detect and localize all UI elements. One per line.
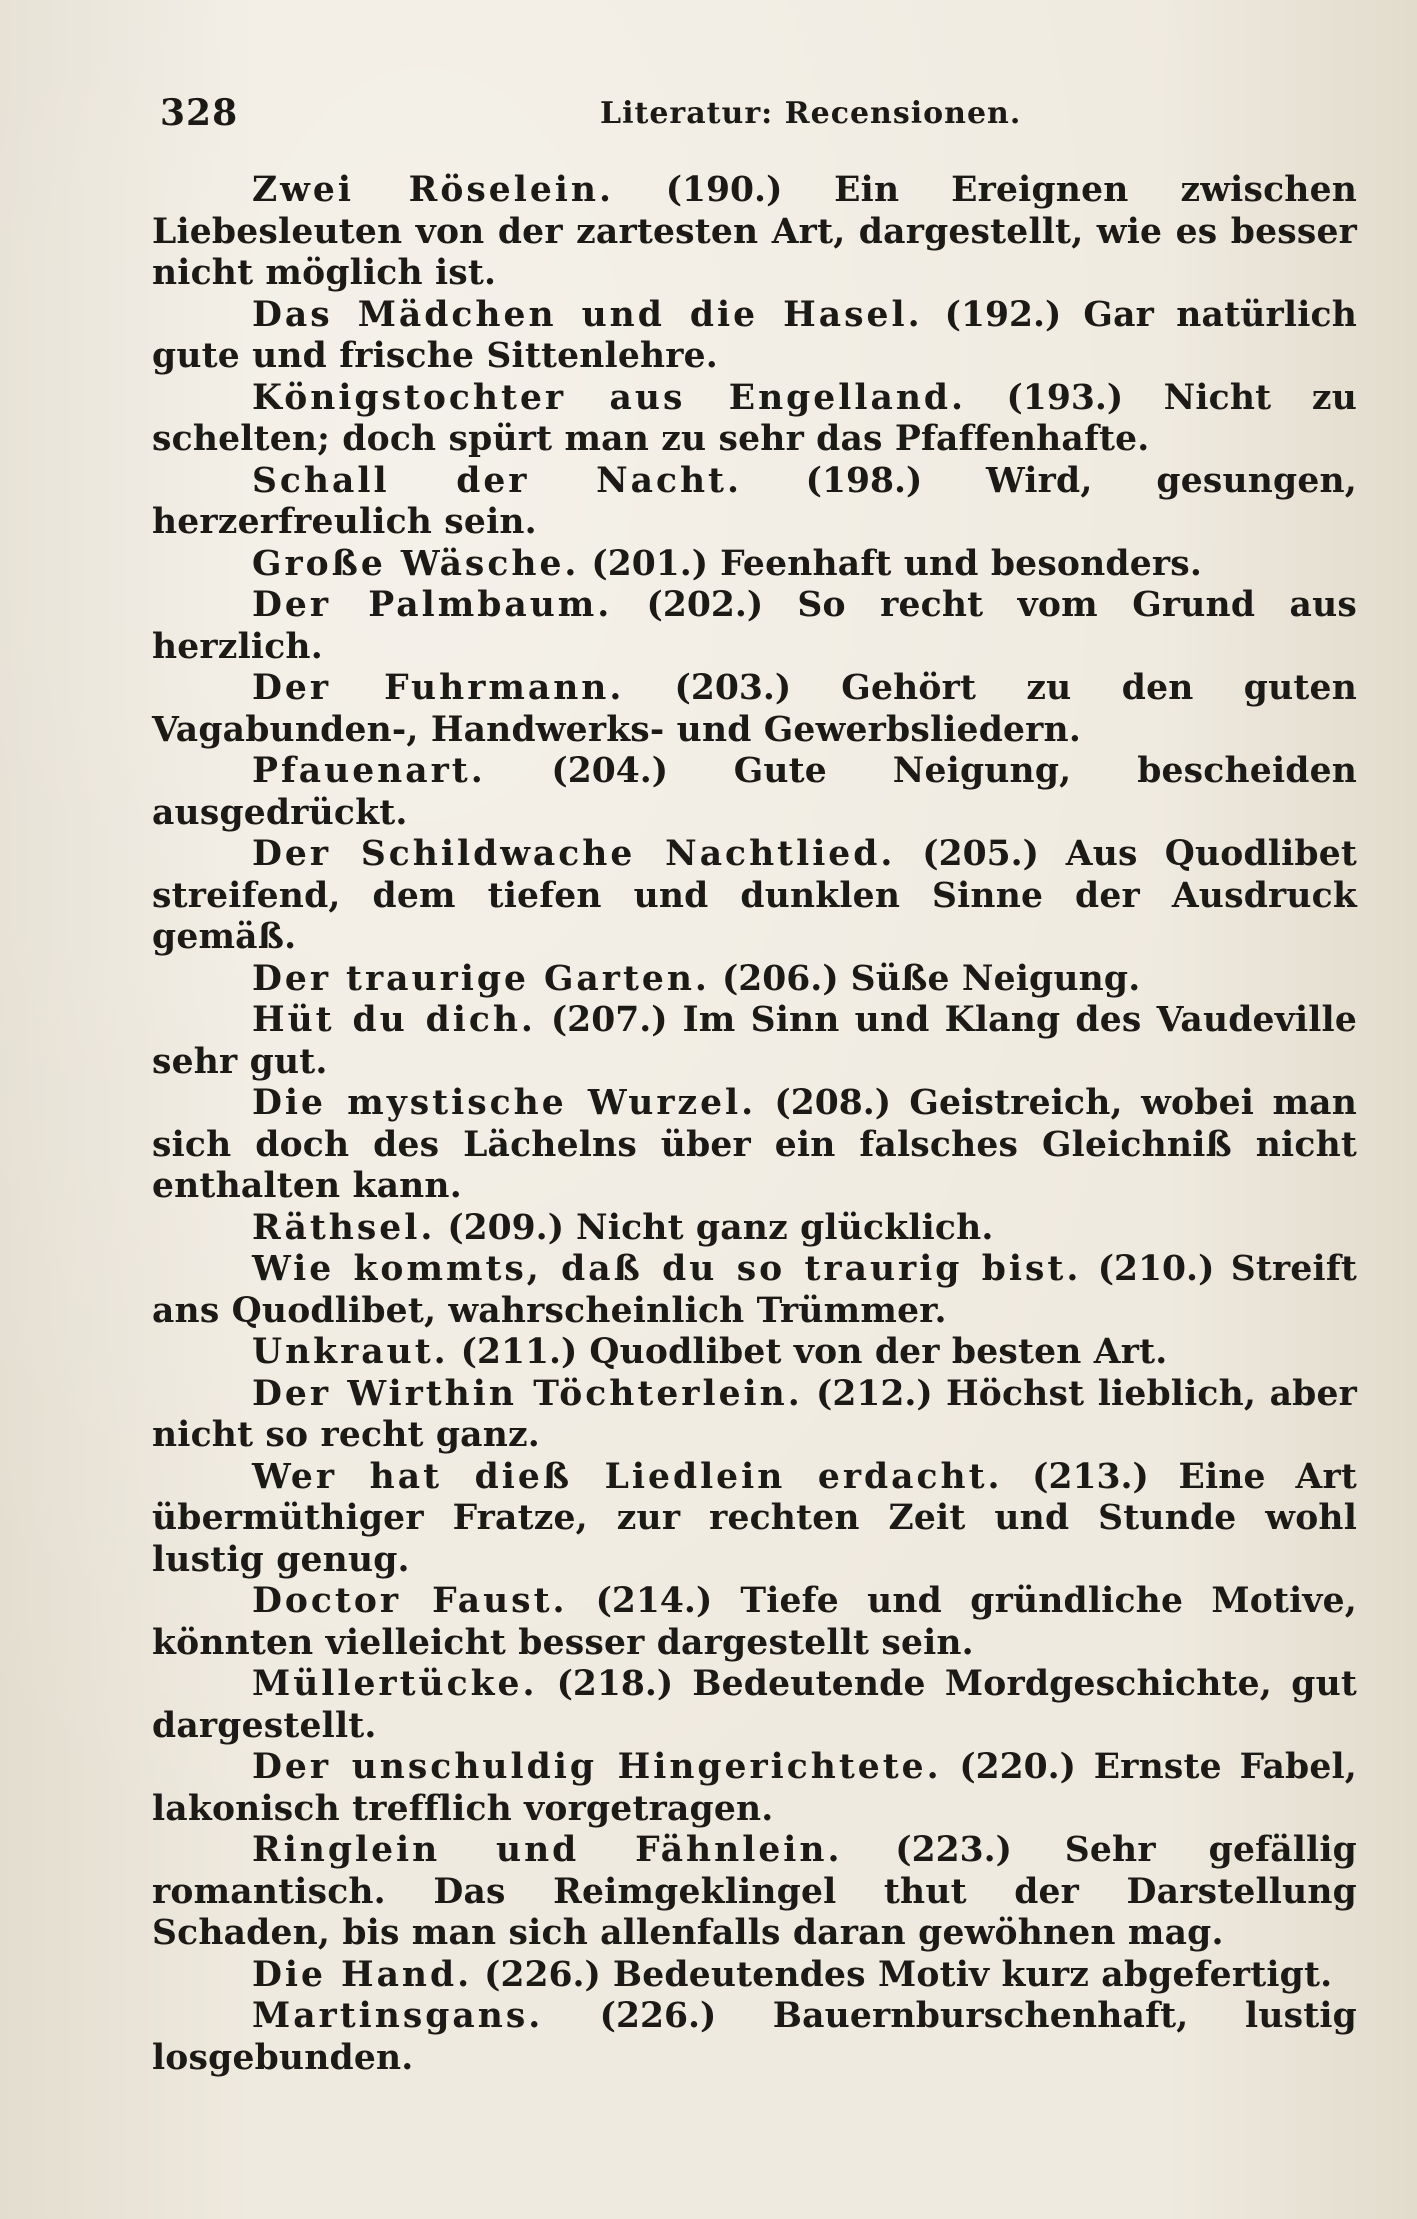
song-title: Müllertücke. (252, 1664, 538, 1704)
review-text: Tiefe und gründliche Motive, könnten vielleicht besser dargestellt sein. (152, 1581, 1357, 1663)
song-number: (208.) (774, 1083, 892, 1123)
song-number: (190.) (665, 170, 783, 210)
review-text: Streift ans Quodlibet, wahrscheinlich Trümmer. (152, 1249, 1358, 1331)
song-number: (223.) (895, 1830, 1012, 1870)
song-title: Die mystische Wurzel. (252, 1083, 757, 1123)
review-text: So recht vom Grund aus herzlich. (152, 585, 1357, 667)
review-entry (152, 668, 1357, 751)
review-text: Wird, gesungen, herzerfreulich sein. (152, 460, 1357, 542)
review-entry (152, 1332, 1357, 1374)
song-title: Hüt du dich. (252, 1000, 536, 1040)
song-title: Martinsgans. (252, 1996, 544, 2036)
review-entry (152, 461, 1357, 544)
song-title: Wer hat dieß Liedlein erdacht. (252, 1456, 1003, 1497)
review-text: Quodlibet von der besten Art. (589, 1332, 1168, 1372)
review-text: Gar natürlich gute und frische Sittenlehre. (152, 294, 1358, 376)
page-header (160, 92, 1360, 148)
song-title: Der Wirthin Töchterlein. (252, 1373, 803, 1414)
review-entry (152, 295, 1357, 378)
song-title: Königstochter aus Engelland. (252, 377, 967, 418)
song-number: (226.) (599, 1996, 717, 2036)
song-title: Der Palmbaum. (252, 585, 613, 625)
review-entry (152, 834, 1357, 959)
song-title: Wie kommts, daß du so traurig bist. (252, 1249, 1082, 1289)
review-text: Geistreich, wobei man sich doch des Lächelns über ein falsches Gleichniß nicht enthalten kann. (152, 1083, 1358, 1206)
song-title: Der Fuhrmann. (252, 668, 625, 708)
song-number: (204.) (551, 751, 669, 791)
review-entry (152, 751, 1357, 834)
song-title: Zwei Röselein. (252, 170, 614, 210)
song-title: Ringlein und Fähnlein. (252, 1830, 843, 1870)
review-entry (152, 544, 1357, 586)
review-entry (152, 959, 1357, 1001)
song-title: Die Hand. (252, 1954, 473, 1995)
review-text: Süße Neigung. (850, 958, 1141, 999)
review-entry (152, 1208, 1357, 1250)
song-title: Pfauenart. (252, 751, 486, 791)
review-entry (152, 1249, 1357, 1332)
review-entry (152, 378, 1357, 461)
song-title: Große Wäsche. (252, 543, 580, 584)
song-number: (198.) (805, 460, 923, 501)
song-number: (226.) (484, 1954, 601, 1995)
song-number: (213.) (1032, 1456, 1149, 1497)
song-title: Der unschuldig Hingerichtete. (252, 1747, 942, 1787)
song-number: (202.) (646, 585, 764, 625)
review-text: Bauernburschenhaft, lustig losgebunden. (152, 1996, 1358, 2078)
song-title: Schall der Nacht. (252, 460, 743, 501)
song-number: (212.) (816, 1373, 933, 1414)
review-text: Sehr gefällig romantisch. Das Reimgeklingel thut der Darstellung Schaden, bis man sich allenfalls daran gewöhnen mag. (152, 1830, 1357, 1953)
review-text: Ein Ereignen zwischen Liebesleuten von der zartesten Art, dargestellt, wie es besser nicht möglich ist. (152, 170, 1357, 293)
review-entry (152, 1955, 1357, 1997)
review-entry (152, 1000, 1357, 1083)
song-number: (193.) (1006, 377, 1124, 418)
song-title: Doctor Faust. (252, 1581, 568, 1621)
review-entry (152, 170, 1357, 295)
review-entry (152, 1996, 1357, 2079)
song-number: (207.) (550, 1000, 668, 1040)
review-text: Eine Art übermüthiger Fratze, zur rechten Zeit und Stunde wohl lustig genug. (152, 1456, 1357, 1580)
review-entry (152, 585, 1357, 668)
song-number: (192.) (944, 294, 1062, 335)
review-entry (152, 1830, 1357, 1955)
page-body (152, 170, 1357, 2079)
page-number: 328 (160, 92, 239, 134)
review-text: Im Sinn und Klang des Vaudeville sehr gut. (152, 1000, 1358, 1082)
review-text: Aus Quodlibet streifend, dem tiefen und dunklen Sinne der Ausdruck gemäß. (152, 834, 1358, 957)
review-entry (152, 1581, 1357, 1664)
song-number: (211.) (460, 1332, 578, 1372)
song-number: (220.) (959, 1747, 1077, 1787)
review-text: Bedeutende Mordgeschichte, gut dargestellt. (152, 1664, 1358, 1746)
review-text: Höchst lieblich, aber nicht so recht ganz. (152, 1373, 1357, 1455)
song-number: (201.) (591, 543, 709, 584)
song-number: (218.) (556, 1664, 674, 1704)
song-number: (210.) (1097, 1249, 1215, 1289)
review-text: Feenhaft und besonders. (720, 543, 1203, 584)
review-text: Gute Neigung, bescheiden ausgedrückt. (152, 751, 1358, 833)
review-text: Ernste Fabel, lakonisch trefflich vorgetragen. (152, 1747, 1357, 1829)
review-entry (152, 1664, 1357, 1747)
song-title: Der Schildwache Nachtlied. (252, 834, 896, 874)
review-text: Nicht ganz glücklich. (576, 1207, 994, 1248)
review-text: Nicht zu schelten; doch spürt man zu sehr das Pfaffenhafte. (152, 377, 1357, 459)
song-title: Unkraut. (252, 1332, 449, 1372)
review-entry (152, 1374, 1357, 1457)
review-entry (152, 1083, 1357, 1208)
review-entry (152, 1747, 1357, 1830)
song-number: (206.) (721, 958, 839, 999)
review-text: Gehört zu den guten Vagabunden-, Handwerks- und Gewerbsliedern. (152, 668, 1357, 750)
review-entry (152, 1457, 1357, 1582)
song-title: Das Mädchen und die Hasel. (252, 294, 923, 335)
song-title: Räthsel. (252, 1207, 436, 1248)
song-number: (203.) (674, 668, 792, 708)
song-number: (205.) (922, 834, 1039, 874)
song-title: Der traurige Garten. (252, 958, 710, 999)
review-text: Bedeutendes Motiv kurz abgefertigt. (612, 1954, 1333, 1995)
song-number: (209.) (447, 1207, 565, 1248)
running-head: Literatur: Recensionen. (600, 96, 1022, 131)
song-number: (214.) (595, 1581, 713, 1621)
